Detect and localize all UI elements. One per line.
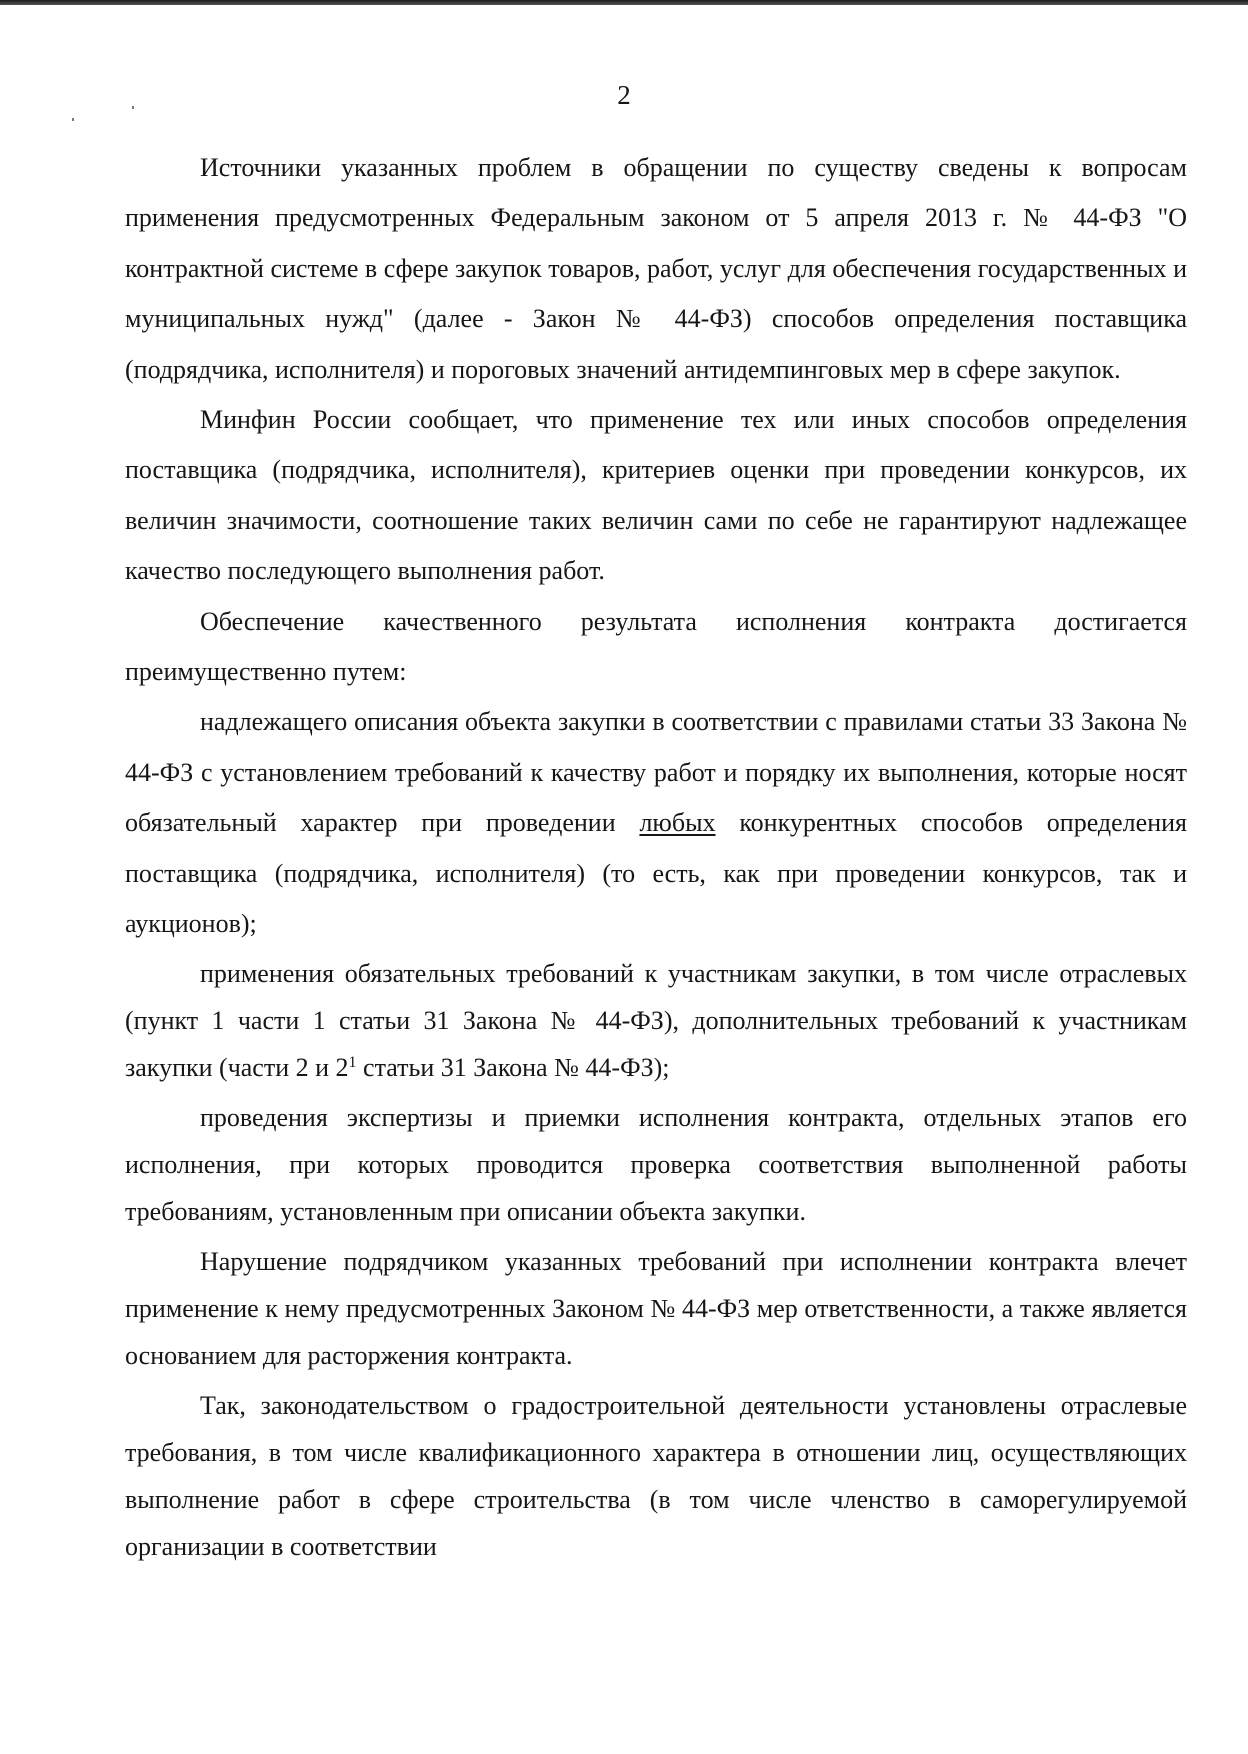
scan-speck [72, 118, 74, 121]
paragraph-item-description-text: надлежащего описания объекта закупки в соответствии с правилами статьи 33 Закона № 44-ФЗ с установлением требований к качеству работ и порядку их выполнения, которые носят обязательный характер при проведении [125, 707, 1187, 838]
document-body [125, 143, 1187, 1570]
scan-top-edge [0, 0, 1248, 5]
paragraph-item-requirements [125, 950, 1187, 1091]
paragraph-quality-ensured: Обеспечение качественного результата исполнения контракта достигается преимущественно путем: [125, 606, 1187, 687]
underlined-word: любых [639, 808, 716, 838]
paragraph-item-expertise: проведения экспертизы и приемки исполнения контракта, отдельных этапов его исполнения, при которых проводится проверка соответствия выполненной работы требованиям, установленным при описании объекта закупки. [125, 1102, 1187, 1226]
paragraph-problem-sources: Источники указанных проблем в обращении по существу сведены к вопросам применения предусмотренных Федеральным законом от 5 апреля 2013 г. № 44-ФЗ "О контрактной системе в сфере закупок товаров, работ, услуг для обеспечения государственных и муниципальных нужд" (далее - Закон № 44-ФЗ) способов определения поставщика (подрядчика, исполнителя) и пороговых значений антидемпинговых мер в сфере закупок. [125, 153, 1187, 384]
paragraph-minfin-statement: Минфин России сообщает, что применение тех или иных способов определения поставщика (подрядчика, исполнителя), критериев оценки при проведении конкурсов, их величин значимости, соотношение таких величин сами по себе не гарантируют надлежащее качество последующего выполнения работ. [125, 405, 1187, 586]
paragraph-item-description [125, 697, 1187, 949]
paragraph-item-description-text-end: конкурентных способов определения поставщика (подрядчика, исполнителя) (то есть, как при проведении конкурсов, так и аукционов); [125, 808, 1187, 939]
page-number: 2 [617, 80, 631, 110]
paragraph-urban-planning: Так, законодательством о градостроительной деятельности установлены отраслевые требования, в том числе квалификационного характера в отношении лиц, осуществляющих выполнение работ в сфере строительства (в том числе членство в саморегулируемой организации в соответствии [125, 1390, 1187, 1561]
paragraph-item-requirements-text: применения обязательных требований к участникам закупки, в том числе отраслевых (пункт 1 части 1 статьи 31 Закона № 44-ФЗ), дополнительных требований к участникам закупки (части 2 и 2 [125, 958, 1187, 1082]
paragraph-item-requirements-text-end: статьи 31 Закона № 44-ФЗ); [356, 1052, 670, 1082]
paragraph-violation-liability: Нарушение подрядчиком указанных требований при исполнении контракта влечет применение к нему предусмотренных Законом № 44-ФЗ мер ответственности, а также является основанием для расторжения контракта. [125, 1246, 1187, 1370]
superscript-index: 1 [348, 1053, 357, 1071]
